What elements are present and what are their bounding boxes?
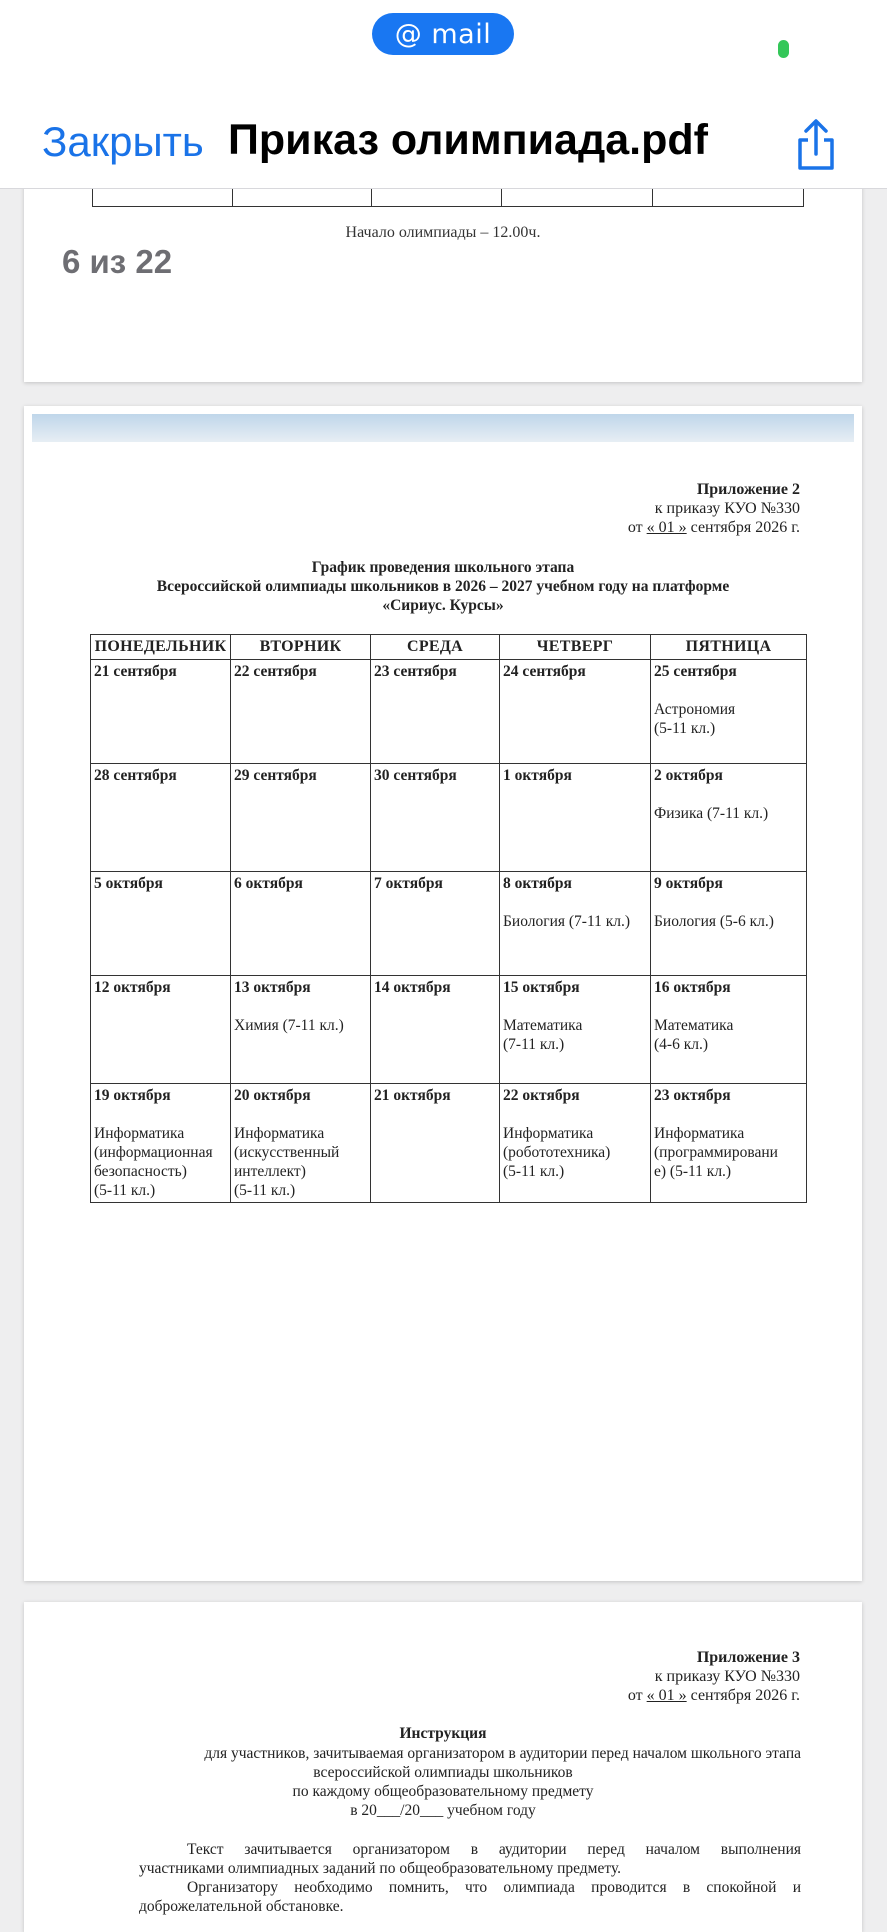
day-cell: [91, 1084, 231, 1203]
scan-edge-strip: [32, 414, 854, 442]
pdf-page-next: [24, 1602, 862, 1932]
instruction-sub-2: всероссийской олимпиады школьников: [313, 1764, 573, 1781]
day-cell: [500, 872, 651, 976]
cell-subject: Информатика (робототехника) (5-11 кл.): [503, 1125, 611, 1180]
appendix-date: от « 01 » сентября 2026 г.: [627, 519, 800, 536]
cell-date: 20 октября: [234, 1087, 311, 1104]
day-cell: [91, 872, 231, 976]
cell-date: 16 октября: [654, 979, 731, 996]
day-cell: [231, 976, 371, 1084]
day-cell: [651, 976, 807, 1084]
cell-date: 13 октября: [234, 979, 311, 996]
cell-date: 30 сентября: [374, 767, 457, 784]
instruction-heading: Инструкция: [399, 1725, 487, 1742]
cell-date: 9 октября: [654, 875, 723, 892]
cell-subject: Информатика (искусственный интеллект) (5-11 кл.): [234, 1125, 340, 1199]
day-cell: [371, 872, 500, 976]
appendix3-block: [628, 1648, 800, 1705]
nav-bar: [0, 100, 887, 189]
day-cell: [91, 764, 231, 872]
heading-line-3: «Сириус. Курсы»: [382, 597, 504, 614]
cell-subject: Математика (7-11 кл.): [503, 1017, 583, 1053]
day-cell: [500, 764, 651, 872]
instruction-sub-1: для участников, зачитываемая организатором в аудитории перед началом школьного этапа: [204, 1745, 801, 1762]
day-cell: [500, 976, 651, 1084]
cell-date: 22 сентября: [234, 663, 317, 680]
day-cell: [371, 764, 500, 872]
cell-date: 21 сентября: [94, 663, 177, 680]
schedule-row: [91, 872, 807, 976]
day-cell: [231, 1084, 371, 1203]
day-cell: [651, 872, 807, 976]
appendix-block: [628, 480, 800, 537]
schedule-row: [91, 1084, 807, 1203]
day-cell: [91, 660, 231, 764]
page-counter: 6 из 22: [62, 243, 173, 280]
day-cell: [500, 660, 651, 764]
day-cell: [651, 764, 807, 872]
instruction-para-2b: доброжелательной обстановке.: [139, 1898, 344, 1915]
document-title: Приказ олимпиада.pdf: [228, 116, 708, 164]
appendix-order: к приказу КУО №330: [654, 500, 800, 517]
instruction-para-1b: участниками олимпиадных заданий по общеобразовательному предмету.: [139, 1860, 622, 1877]
column-header: СРЕДА: [371, 635, 500, 660]
cell-date: 22 октября: [503, 1087, 580, 1104]
column-header: ВТОРНИК: [231, 635, 371, 660]
day-cell: [500, 1084, 651, 1203]
schedule-header-row: [91, 635, 807, 660]
cell-date: 15 октября: [503, 979, 580, 996]
day-cell: [231, 660, 371, 764]
day-cell: [371, 660, 500, 764]
cell-subject: Информатика (программировани е) (5-11 кл.): [654, 1125, 778, 1180]
schedule-row: [91, 660, 807, 764]
cell-date: 6 октября: [234, 875, 303, 892]
cell-date: 28 сентября: [94, 767, 177, 784]
day-cell: [91, 976, 231, 1084]
cell-subject: Биология (7-11 кл.): [503, 913, 631, 930]
cell-date: 19 октября: [94, 1087, 171, 1104]
appendix-number: Приложение 2: [696, 481, 800, 498]
status-bar: [0, 0, 887, 100]
heading-line-2: Всероссийской олимпиады школьников в 2026 – 2027 учебном году на платформе: [156, 578, 730, 595]
day-cell: [651, 660, 807, 764]
cell-date: 12 октября: [94, 979, 171, 996]
share-button[interactable]: [792, 118, 840, 172]
cell-date: 1 октября: [503, 767, 572, 784]
pdf-page-current: [24, 406, 862, 1581]
mail-app-pill[interactable]: [372, 13, 514, 55]
schedule-row: [91, 976, 807, 1084]
cell-date: 23 сентября: [374, 663, 457, 680]
mail-pill-label: @ mail: [394, 18, 492, 50]
cell-date: 21 октября: [374, 1087, 451, 1104]
cell-date: 7 октября: [374, 875, 443, 892]
share-icon: [792, 118, 840, 172]
instruction-sub-4: в 20___/20___ учебном году: [350, 1802, 536, 1819]
day-cell: [371, 1084, 500, 1203]
day-cell: [231, 764, 371, 872]
appendix3-number: Приложение 3: [696, 1649, 800, 1666]
instruction-para-2a: Организатору необходимо помнить, что олимпиада проводится в спокойной и: [187, 1879, 801, 1896]
cell-subject: Физика (7-11 кл.): [654, 805, 769, 822]
cell-subject: Астрономия (5-11 кл.): [654, 701, 736, 737]
instruction-para-1a: Текст зачитывается организатором в аудитории перед началом выполнения: [187, 1841, 801, 1858]
cell-date: 25 сентября: [654, 663, 737, 680]
cell-date: 29 сентября: [234, 767, 317, 784]
start-time-note: Начало олимпиады – 12.00ч.: [345, 224, 541, 241]
camera-indicator-dot: [778, 40, 789, 58]
schedule-table: [90, 634, 807, 1203]
appendix3-date: от « 01 » сентября 2026 г.: [627, 1687, 800, 1704]
cell-date: 24 сентября: [503, 663, 586, 680]
cell-date: 23 октября: [654, 1087, 731, 1104]
column-header: ПЯТНИЦА: [651, 635, 807, 660]
heading-line-1: График проведения школьного этапа: [311, 559, 575, 576]
appendix3-order: к приказу КУО №330: [654, 1668, 800, 1685]
cell-subject: Информатика (информационная безопасность) (5-11 кл.): [94, 1125, 213, 1199]
column-header: ЧЕТВЕРГ: [500, 635, 651, 660]
cell-date: 14 октября: [374, 979, 451, 996]
day-cell: [231, 872, 371, 976]
schedule-heading: [24, 558, 862, 615]
cell-subject: Химия (7-11 кл.): [234, 1017, 344, 1034]
cell-subject: Биология (5-6 кл.): [654, 913, 774, 930]
schedule-row: [91, 764, 807, 872]
cell-date: 8 октября: [503, 875, 572, 892]
cell-subject: Математика (4-6 кл.): [654, 1017, 734, 1053]
day-cell: [651, 1084, 807, 1203]
cell-date: 5 октября: [94, 875, 163, 892]
column-header: ПОНЕДЕЛЬНИК: [91, 635, 231, 660]
close-button[interactable]: Закрыть: [42, 118, 204, 165]
cell-date: 2 октября: [654, 767, 723, 784]
day-cell: [371, 976, 500, 1084]
instruction-sub-3: по каждому общеобразовательному предмету: [292, 1783, 594, 1800]
